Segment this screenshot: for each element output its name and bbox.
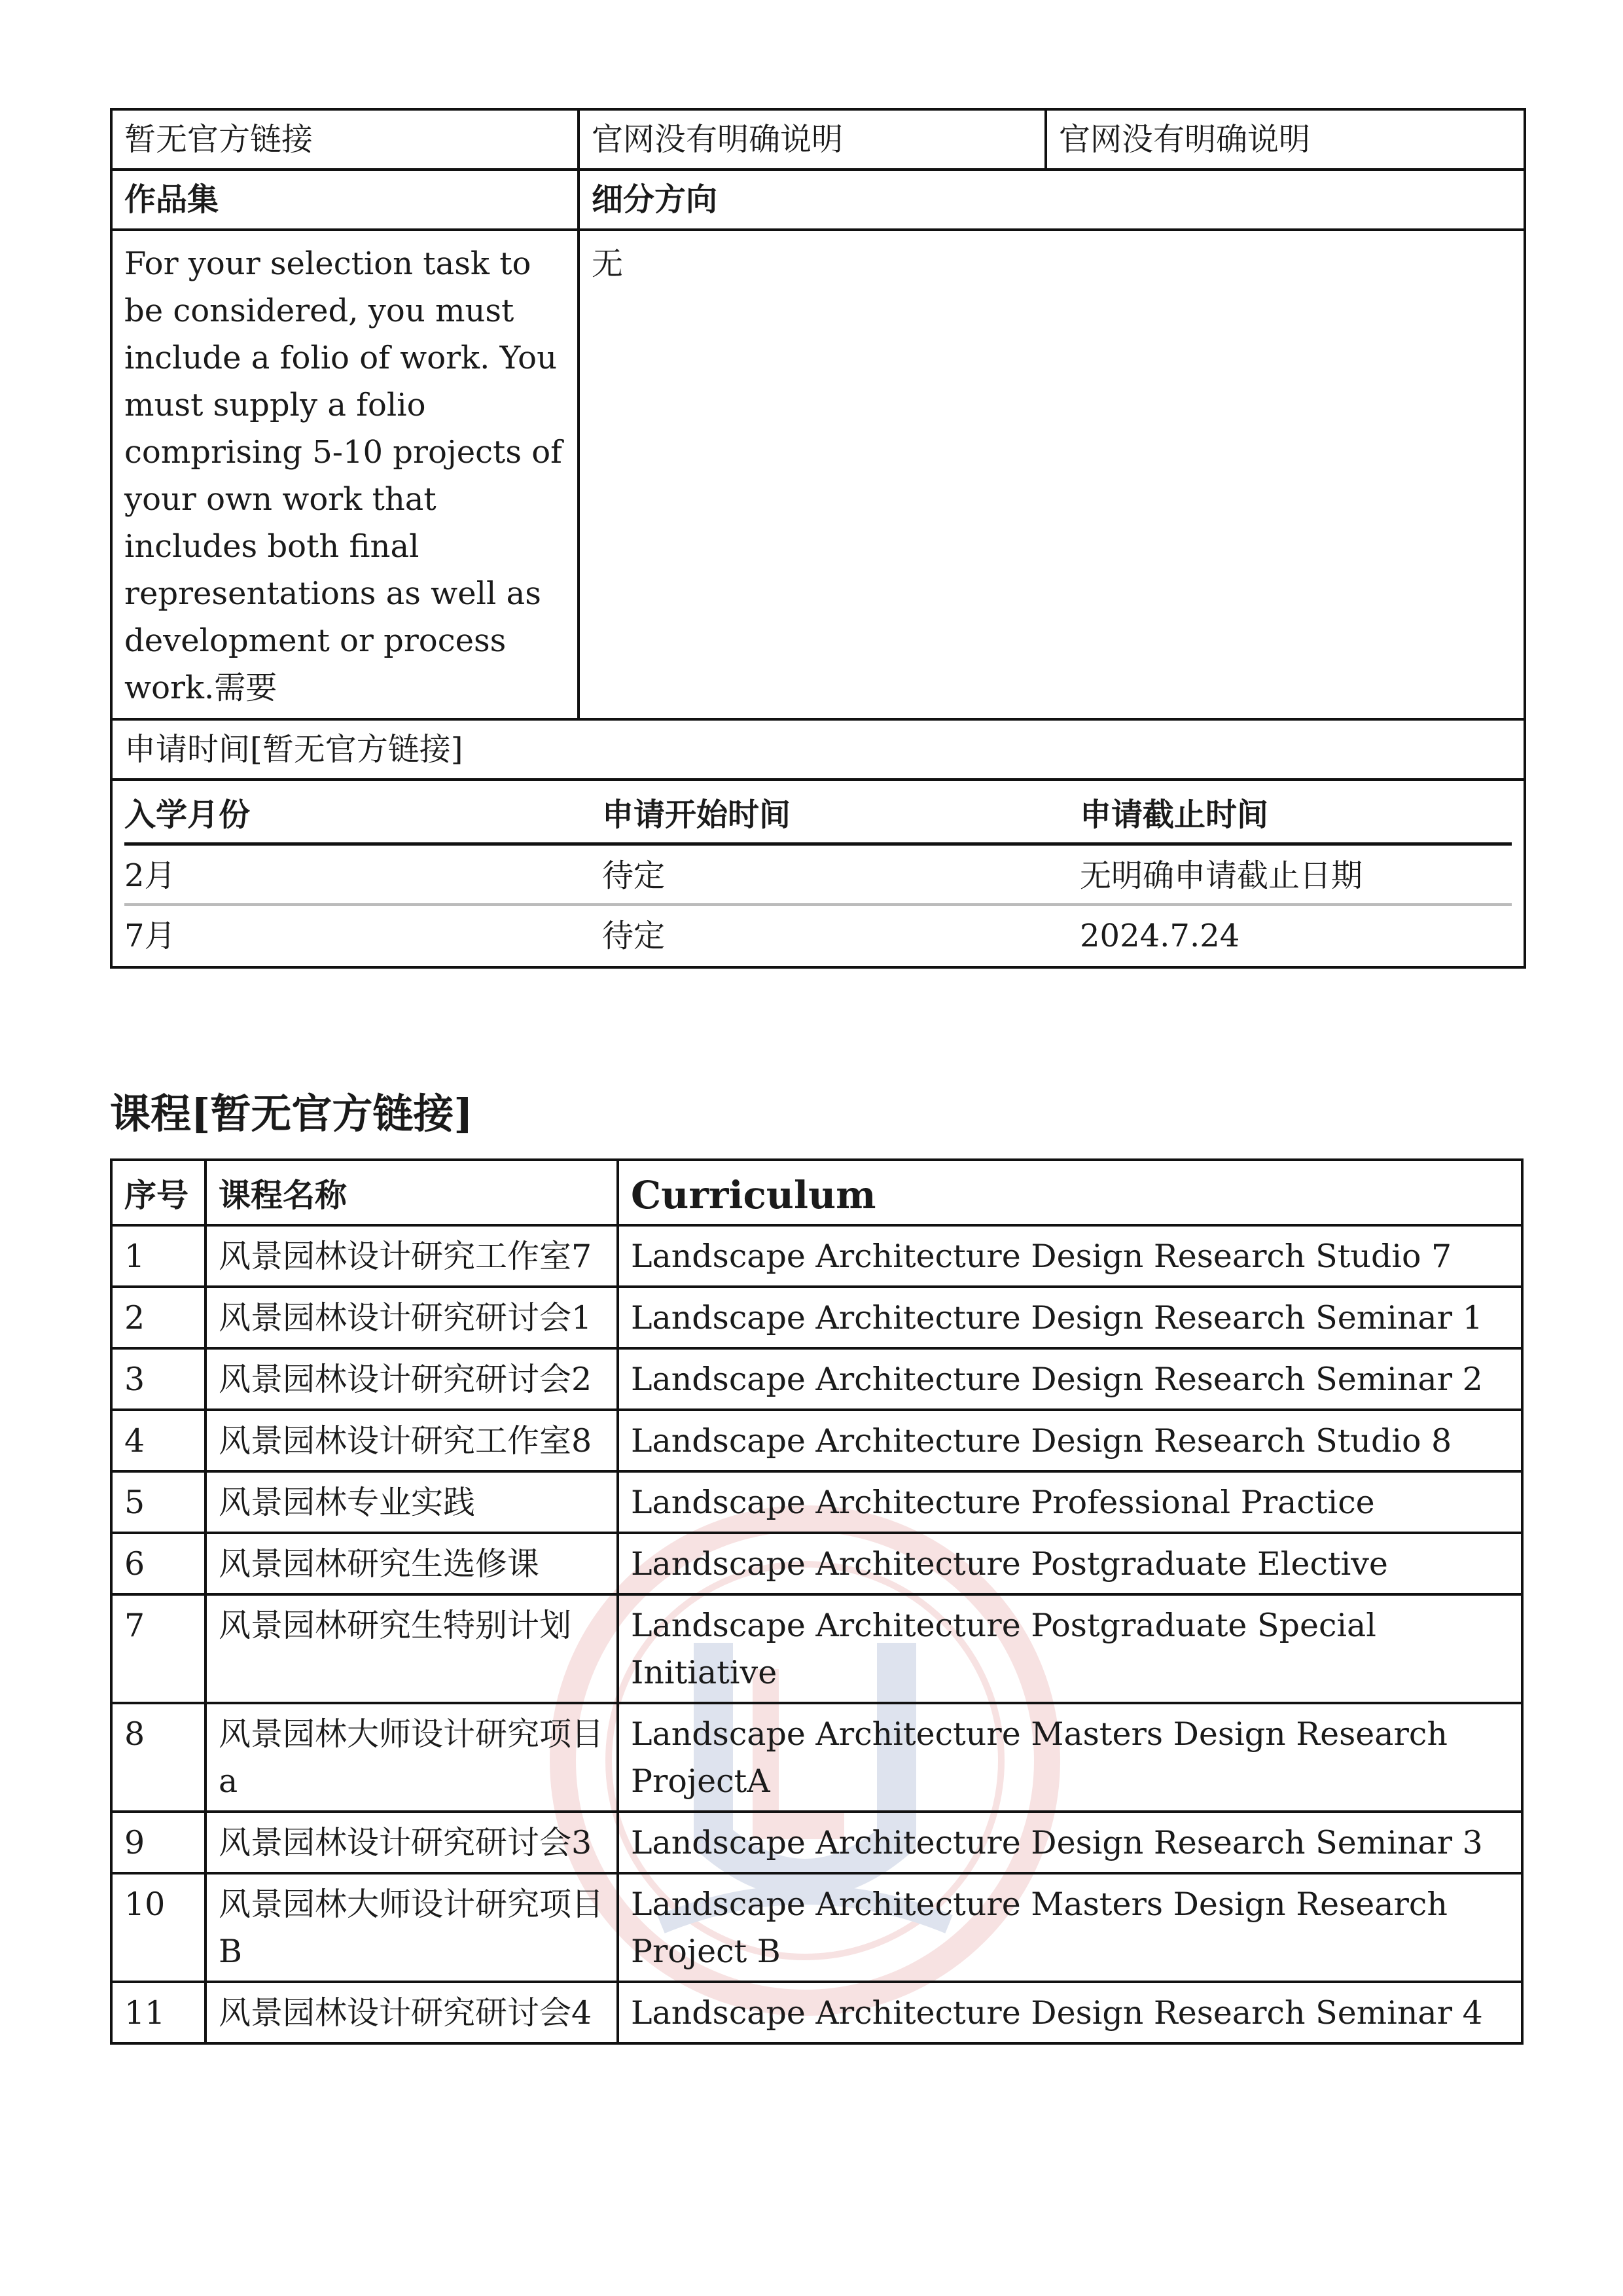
course-row (111, 1348, 1522, 1410)
course-index: 10 (111, 1873, 205, 1982)
official-link-row (111, 109, 1525, 170)
link-cell: 暂无官方链接 (111, 109, 579, 170)
course-curriculum: Landscape Architecture Design Research Studio 7 (618, 1225, 1522, 1287)
application-time-row (111, 719, 1525, 780)
intake-month: 7月 (124, 918, 176, 954)
dates-row-2 (124, 905, 1512, 963)
course-name: 风景园林大师设计研究项目B (205, 1873, 618, 1982)
dates-table (124, 787, 1512, 963)
course-curriculum: Landscape Architecture Design Research Seminar 3 (618, 1812, 1522, 1873)
course-index: 6 (111, 1533, 205, 1594)
course-row (111, 1703, 1522, 1812)
course-name: 风景园林大师设计研究项目a (205, 1703, 618, 1812)
deadline-header: 申请截止时间 (1080, 787, 1512, 844)
deadline: 2024.7.24 (1080, 918, 1240, 954)
dates-header-row (124, 787, 1512, 844)
index-header: 序号 (111, 1160, 205, 1225)
course-name: 风景园林设计研究工作室8 (205, 1410, 618, 1471)
courses-table (110, 1158, 1524, 2045)
course-curriculum: Landscape Architecture Professional Practice (618, 1471, 1522, 1533)
course-name: 风景园林设计研究研讨会3 (205, 1812, 618, 1873)
start-time-header: 申请开始时间 (602, 787, 1080, 844)
course-index: 11 (111, 1982, 205, 2043)
intake-month-header: 入学月份 (124, 787, 602, 844)
courses-title: 课程[暂无官方链接] (110, 1090, 473, 1138)
course-curriculum: Landscape Architecture Postgraduate Special Initiative (618, 1594, 1522, 1703)
deadline: 无明确申请截止日期 (1080, 844, 1512, 905)
course-row (111, 1594, 1522, 1703)
dates-cell (111, 780, 1525, 967)
direction-header: 细分方向 (579, 170, 1525, 230)
start-time: 待定 (602, 844, 1080, 905)
course-index: 9 (111, 1812, 205, 1873)
course-name: 风景园林研究生选修课 (205, 1533, 618, 1594)
info-cell: 官网没有明确说明 (1046, 109, 1525, 170)
course-row (111, 1812, 1522, 1873)
course-index: 3 (111, 1348, 205, 1410)
course-index: 5 (111, 1471, 205, 1533)
course-row (111, 1287, 1522, 1348)
application-time-label: 申请时间[暂无官方链接] (111, 719, 1525, 780)
dates-row-1 (124, 844, 1512, 905)
course-name-header: 课程名称 (205, 1160, 618, 1225)
course-row (111, 1982, 1522, 2043)
course-index: 7 (111, 1594, 205, 1703)
course-row (111, 1533, 1522, 1594)
courses-header-row (111, 1160, 1522, 1225)
start-time: 待定 (602, 918, 666, 954)
portfolio-text: For your selection task to be considered, you must include a folio of work. You must supply a folio comprising 5-10 projects of your own work that includes both final representations as well as development or process work.需要 (111, 230, 579, 719)
course-curriculum: Landscape Architecture Masters Design Research Project B (618, 1873, 1522, 1982)
curriculum-header: Curriculum (618, 1160, 1522, 1225)
direction-text: 无 (579, 230, 1525, 719)
course-row (111, 1471, 1522, 1533)
course-name: 风景园林研究生特别计划 (205, 1594, 618, 1703)
portfolio-content-row (111, 230, 1525, 719)
course-name: 风景园林设计研究研讨会1 (205, 1287, 618, 1348)
portfolio-header: 作品集 (111, 170, 579, 230)
course-name: 风景园林设计研究研讨会2 (205, 1348, 618, 1410)
course-index: 8 (111, 1703, 205, 1812)
course-curriculum: Landscape Architecture Masters Design Research ProjectA (618, 1703, 1522, 1812)
course-curriculum: Landscape Architecture Postgraduate Elective (618, 1533, 1522, 1594)
course-index: 2 (111, 1287, 205, 1348)
portfolio-header-row (111, 170, 1525, 230)
course-row (111, 1410, 1522, 1471)
course-index: 1 (111, 1225, 205, 1287)
course-row (111, 1873, 1522, 1982)
course-name: 风景园林设计研究研讨会4 (205, 1982, 618, 2043)
dates-row (111, 780, 1525, 967)
info-cell: 官网没有明确说明 (579, 109, 1046, 170)
course-name: 风景园林设计研究工作室7 (205, 1225, 618, 1287)
course-curriculum: Landscape Architecture Design Research Studio 8 (618, 1410, 1522, 1471)
course-curriculum: Landscape Architecture Design Research Seminar 1 (618, 1287, 1522, 1348)
course-index: 4 (111, 1410, 205, 1471)
course-curriculum: Landscape Architecture Design Research Seminar 4 (618, 1982, 1522, 2043)
admission-table (110, 108, 1526, 969)
course-curriculum: Landscape Architecture Design Research Seminar 2 (618, 1348, 1522, 1410)
course-rows (111, 1225, 1522, 2043)
intake-month: 2月 (124, 844, 602, 905)
course-name: 风景园林专业实践 (205, 1471, 618, 1533)
course-row (111, 1225, 1522, 1287)
